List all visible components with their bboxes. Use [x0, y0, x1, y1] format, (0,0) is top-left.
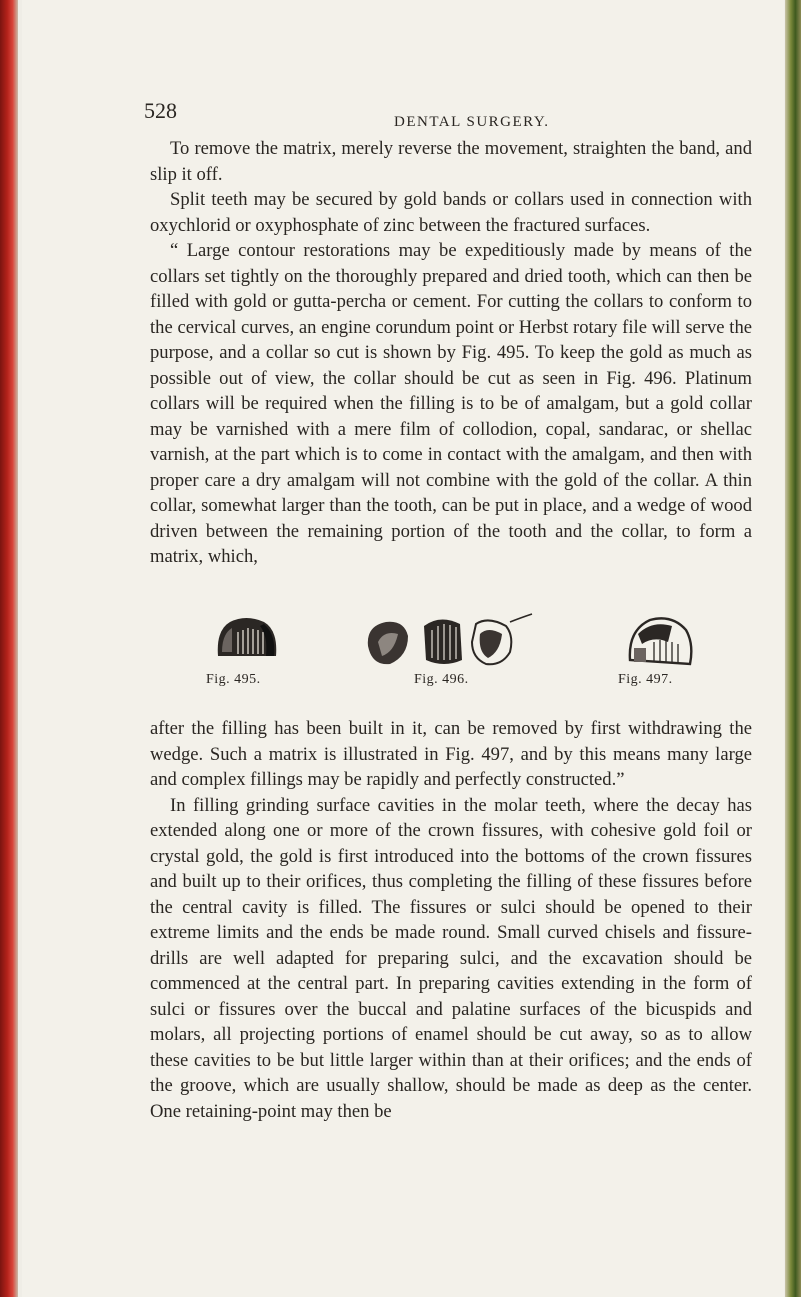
figure-caption: Fig. 497. — [618, 672, 673, 687]
page-number: 528 — [144, 98, 177, 123]
figure-caption: Fig. 495. — [206, 672, 261, 687]
tooth-matrix-icon — [624, 612, 696, 674]
book-spine-edge — [0, 0, 18, 1297]
figure-row — [150, 612, 752, 712]
body-text-bottom — [150, 716, 752, 1124]
body-text-top — [150, 136, 752, 570]
paragraph: To remove the matrix, merely reverse the movement, straighten the band, and slip it off. — [150, 138, 752, 185]
book-page — [22, 0, 784, 1297]
figure-caption: Fig. 496. — [414, 672, 469, 687]
figure-496 — [364, 612, 540, 687]
running-head: DENTAL SURGERY. — [394, 114, 550, 130]
page-header — [22, 98, 784, 128]
paragraph: after the filling has been built in it, can be removed by first withdrawing the wedge. Such a matrix is illustrated in Fig. 497, and by this means many large and complex fillings may be rapidly and perfectly constructed.” — [150, 718, 752, 790]
paragraph: Split teeth may be secured by gold bands or collars used in connection with oxychlorid or oxyphosphate of zinc between the fractured surfaces. — [150, 189, 752, 236]
tooth-collar-icon — [212, 612, 282, 668]
page-edge — [785, 0, 801, 1297]
paragraph: “ Large contour restorations may be expeditiously made by means of the collars set tightly on the thoroughly prepared and dried tooth, which can then be filled with gold or gutta-percha or cement. For cutting the collars to conform to the cervical curves, an engine corundum point or Herbst rotary file will serve the purpose, and a collar so cut is shown by Fig. 495. To keep the gold as much as possible out of view, the collar should be cut as seen in Fig. 496. Platinum collars will be required when the filling is to be of amalgam, but a gold collar may be varnished with a mere film of collodion, copal, sandarac, or shellac varnish, at the part which is to come in contact with the amalgam, and then with proper care a dry amalgam will not combine with the gold of the collar. A thin collar, somewhat larger than the tooth, can be put in place, and a wedge of wood driven between the remaining portion of the tooth and the collar, to form a matrix, which, — [150, 240, 752, 567]
figure-495 — [206, 612, 282, 687]
tooth-collar-cut-icon — [364, 612, 540, 670]
paragraph: In filling grinding surface cavities in the molar teeth, where the decay has extended along one or more of the crown fissures, with cohesive gold foil or crystal gold, the gold is first introduced into the bottoms of the crown fissures and built up to their orifices, thus completing the filling of these fissures before the central cavity is filled. The fissures or sulci should be opened to their extreme limits and the ends be made round. Small curved chisels and fissure-drills are well adapted for preparing sulci, and the excavation should be commenced at the central part. In preparing cavities extending in the form of sulci or fissures over the buccal and palatine surfaces of the bicuspids and molars, all projecting portions of enamel should be cut away, so as to allow these cavities to be but little larger within than at their orifices; and the ends of the groove, which are usually shallow, should be made as deep as the center. One retaining-point may then be — [150, 794, 752, 1122]
figure-497 — [618, 612, 696, 687]
